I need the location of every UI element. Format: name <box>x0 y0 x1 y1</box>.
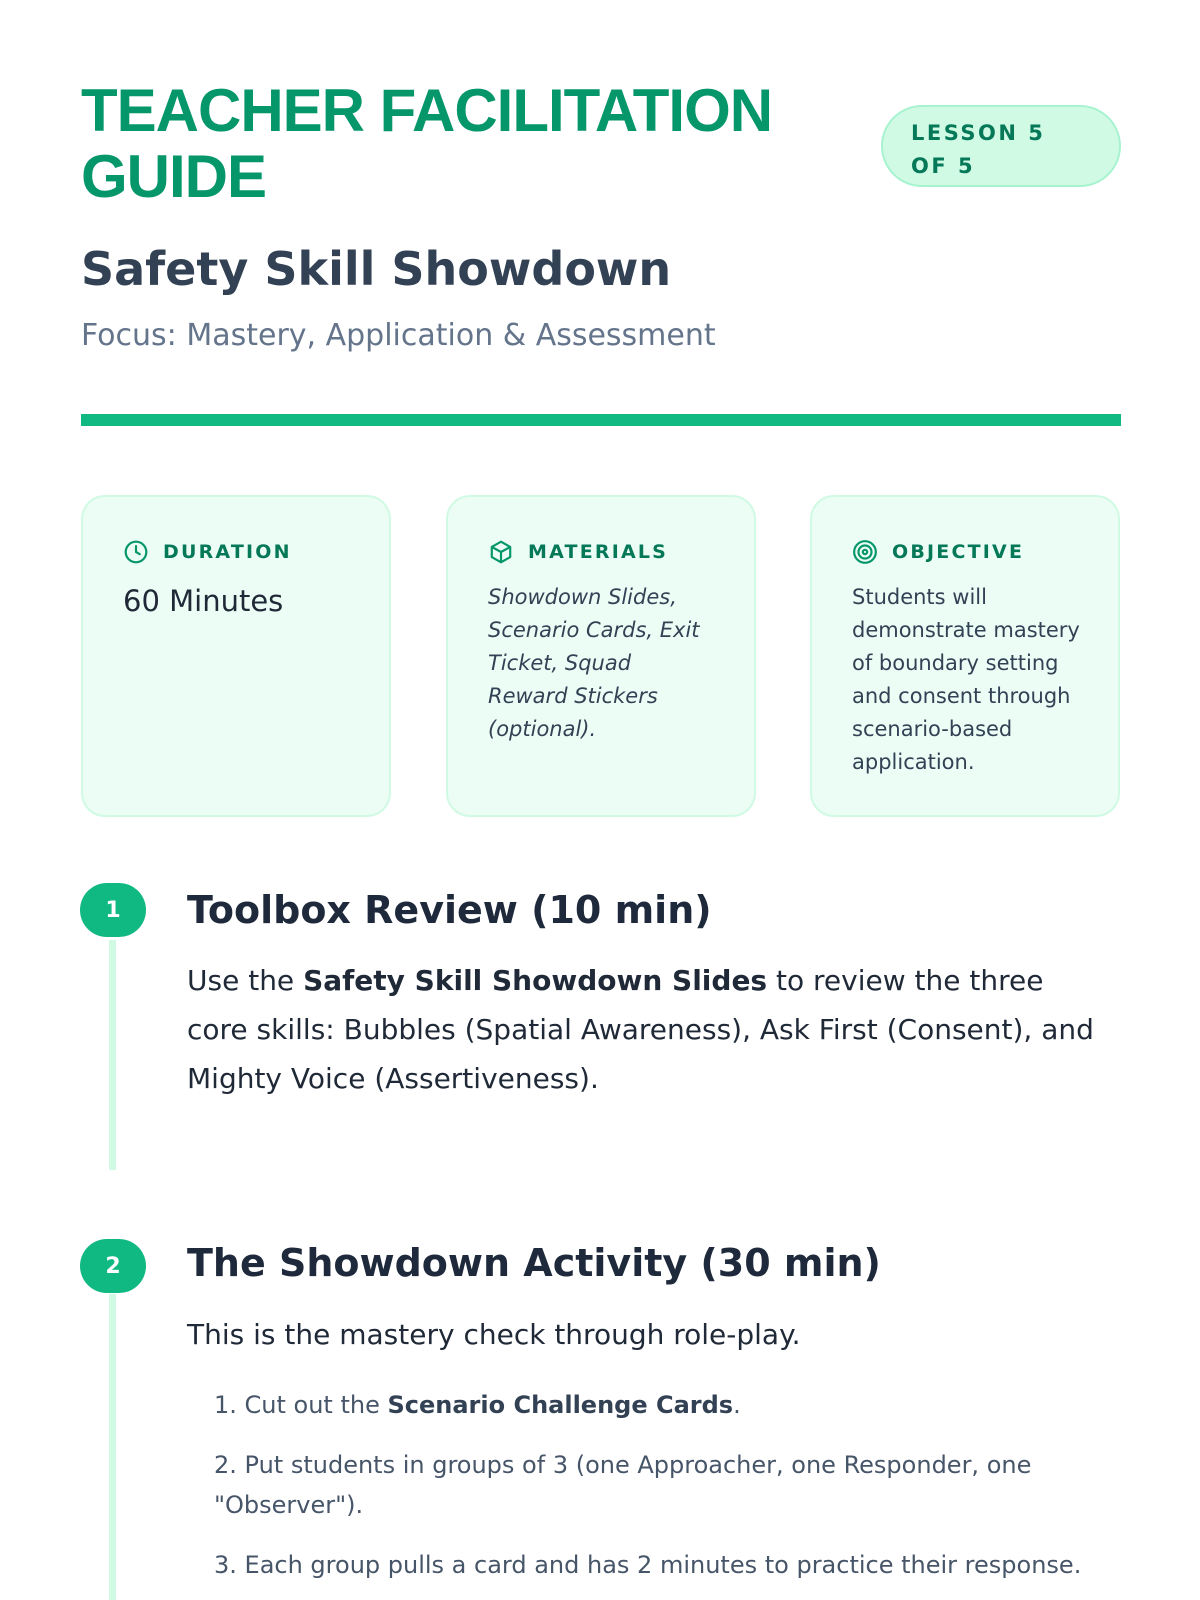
step-text: Use the <box>187 964 304 997</box>
step-title: The Showdown Activity (30 min) <box>187 1241 881 1285</box>
slides-resource-name: Safety Skill Showdown Slides <box>303 964 768 997</box>
guide-title: TEACHER FACILITATION GUIDE <box>81 77 773 210</box>
materials-card <box>446 495 756 817</box>
lesson-focus: Focus: Mastery, Application & Assessment <box>81 318 716 353</box>
cube-icon <box>488 539 514 565</box>
target-icon <box>852 539 878 565</box>
objective-label: OBJECTIVE <box>892 541 1025 563</box>
timeline-line <box>109 1294 116 1600</box>
objective-card <box>810 495 1120 817</box>
list-item <box>214 1385 1094 1425</box>
lesson-badge: LESSON 5 OF 5 <box>881 105 1121 187</box>
step-text: to review the three core skills: Bubbles (Spatial Awareness), Ask First (Consent), and Mighty Voice (Assertiveness). <box>187 964 1094 1095</box>
scenario-cards-name: Scenario Challenge Cards <box>387 1391 734 1419</box>
objective-value: Students will demonstrate mastery of boundary setting and consent through scenario-based application. <box>852 585 1080 774</box>
duration-card <box>81 495 391 817</box>
materials-value: Showdown Slides, Scenario Cards, Exit Ticket, Squad Reward Stickers (optional). <box>488 585 700 741</box>
lesson-title: Safety Skill Showdown <box>81 242 672 296</box>
list-item: 3. Each group pulls a card and has 2 minutes to practice their response. <box>214 1551 1082 1579</box>
timeline-line <box>109 940 116 1170</box>
step-number-badge: 1 <box>80 883 146 937</box>
duration-value: 60 Minutes <box>123 584 284 618</box>
activity-steps-list <box>214 1385 1094 1600</box>
list-item-text: 1. Cut out the <box>214 1391 388 1419</box>
guide-header <box>81 78 1121 210</box>
duration-label: DURATION <box>163 541 292 563</box>
card-header <box>123 537 351 567</box>
step-title: Toolbox Review (10 min) <box>187 888 712 932</box>
clock-icon <box>123 539 149 565</box>
list-item-text: . <box>733 1391 741 1419</box>
card-header <box>852 537 1080 567</box>
card-header <box>488 537 716 567</box>
step-description: This is the mastery check through role-play. <box>187 1318 801 1351</box>
materials-label: MATERIALS <box>528 541 669 563</box>
header-divider <box>81 414 1121 426</box>
step-number-badge: 2 <box>80 1239 146 1293</box>
list-item: 2. Put students in groups of 3 (one Approacher, one Responder, one "Observer"). <box>214 1451 1032 1519</box>
step-description <box>187 956 1107 1103</box>
